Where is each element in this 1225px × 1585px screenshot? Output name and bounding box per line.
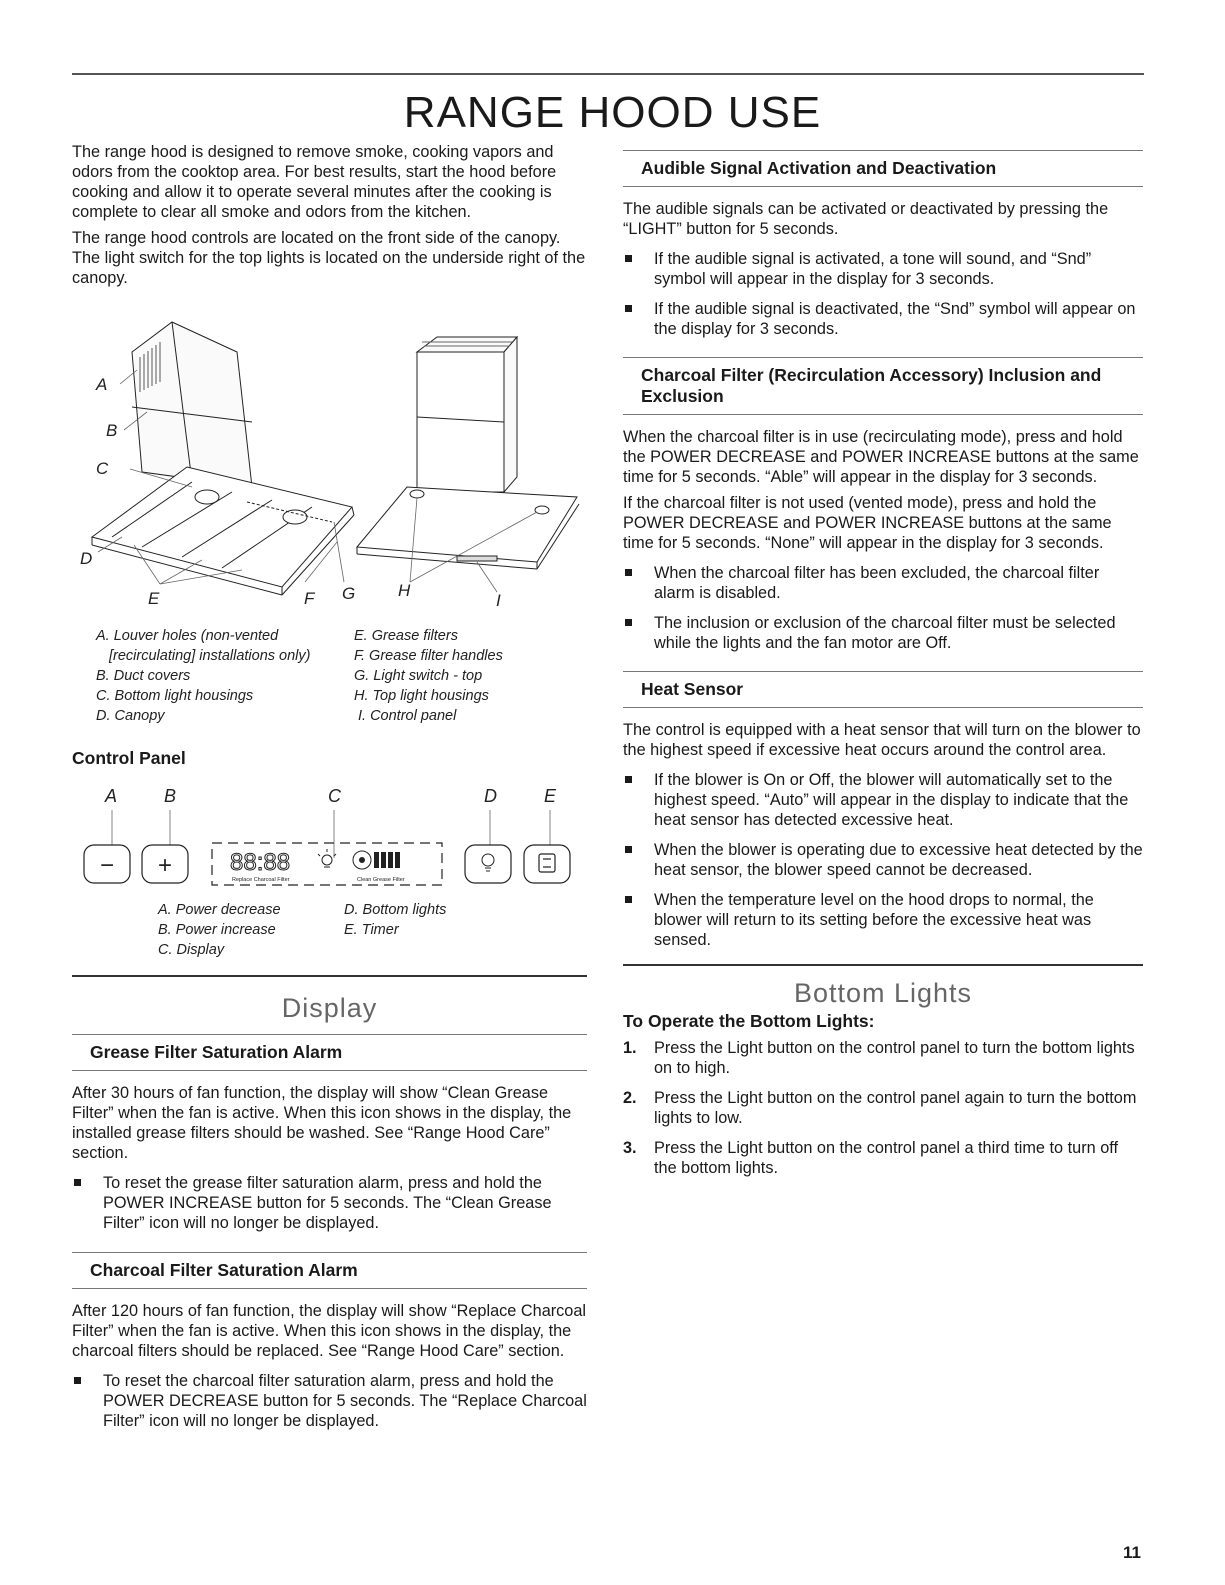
step-number: 1. <box>623 1039 637 1057</box>
bottom-lights-step-1 <box>623 1038 1143 1078</box>
display-digits: 88:88 <box>230 849 291 876</box>
step-text: Press the Light button on the control panel a third time to turn off the bottom lights. <box>654 1139 1118 1177</box>
heat-sensor-bullet-2: When the blower is operating due to excessive heat detected by the heat sensor, the blower speed cannot be decreased. <box>623 840 1143 880</box>
charcoal-inclusion-bullet-2: The inclusion or exclusion of the charcoal filter must be selected while the lights and the fan motor are Off. <box>623 613 1143 653</box>
fan-speed-bars <box>374 852 400 868</box>
right-hood <box>357 337 579 569</box>
panel-label-b: B <box>164 786 177 806</box>
step-text: Press the Light button on the control panel again to turn the bottom lights to low. <box>654 1089 1137 1127</box>
display-bulb-icon <box>318 849 336 867</box>
legend-item: A. Power decrease <box>158 902 281 918</box>
display-panel <box>212 843 442 885</box>
audible-signal-heading: Audible Signal Activation and Deactivation <box>623 150 1143 187</box>
display-title: Display <box>281 993 378 1023</box>
hood-label-f: F <box>304 589 315 608</box>
hood-label-a: A <box>96 375 108 394</box>
plus-icon: + <box>157 852 173 879</box>
fan-icon <box>353 851 371 869</box>
replace-charcoal-filter-label: Replace Charcoal Filter <box>232 877 290 883</box>
panel-label-d: D <box>484 786 497 806</box>
bottom-lights-subheading: To Operate the Bottom Lights: <box>623 1011 875 1031</box>
legend-item: E. Timer <box>344 922 399 938</box>
legend-item: E. Grease filters <box>354 628 458 644</box>
panel-legend-left <box>158 900 338 960</box>
legend-item: B. Power increase <box>158 922 276 938</box>
bottom-lights-step-3 <box>623 1138 1143 1178</box>
charcoal-alarm-bullet: To reset the charcoal filter saturation alarm, press and hold the POWER DECREASE button for 5 seconds. The “Replace Charcoal Filter” icon will no longer be displayed. <box>72 1371 587 1431</box>
legend-item: B. Duct covers <box>96 668 191 684</box>
legend-item: G. Light switch - top <box>354 668 483 684</box>
panel-label-a: A <box>105 786 118 806</box>
intro-text <box>72 142 592 294</box>
panel-label-e: E <box>544 786 557 806</box>
step-number: 2. <box>623 1089 637 1107</box>
grease-alarm-heading: Grease Filter Saturation Alarm <box>72 1034 587 1071</box>
bottom-lights-button[interactable] <box>465 845 511 883</box>
audible-bullet-2: If the audible signal is deactivated, the “Snd” symbol will appear on the display for 3 seconds. <box>623 299 1143 339</box>
audible-bullet-1: If the audible signal is activated, a tone will sound, and “Snd” symbol will appear in the display for 3 seconds. <box>623 249 1143 289</box>
heat-sensor-heading: Heat Sensor <box>623 671 1143 708</box>
panel-label-c: C <box>328 786 341 806</box>
minus-icon: − <box>99 852 115 879</box>
section-divider <box>72 975 587 977</box>
hood-legend-right <box>354 626 584 726</box>
heat-sensor-bullet-3: When the temperature level on the hood drops to normal, the blower will return to its setting before the excessive heat was sensed. <box>623 890 1143 950</box>
legend-item: D. Bottom lights <box>344 902 447 918</box>
intro-paragraph-2: The range hood controls are located on the front side of the canopy. The light switch for the top lights is located on the underside right of the canopy. <box>72 229 586 287</box>
charcoal-alarm-heading: Charcoal Filter Saturation Alarm <box>72 1252 587 1289</box>
left-hood <box>92 322 354 595</box>
panel-legend-right <box>344 900 524 940</box>
hood-label-h: H <box>398 581 411 600</box>
charcoal-inclusion-heading: Charcoal Filter (Recirculation Accessory) Inclusion and Exclusion <box>623 357 1143 415</box>
hood-label-d: D <box>80 549 93 568</box>
hood-legend-left <box>96 626 356 726</box>
legend-item: A. Louver holes (non-vented <box>96 628 279 644</box>
range-hood-illustration <box>72 312 592 612</box>
legend-item: [recirculating] installations only) <box>109 648 311 664</box>
hood-label-c: C <box>96 459 109 478</box>
legend-item: C. Display <box>158 942 225 958</box>
bottom-lights-title: Bottom Lights <box>793 978 973 1008</box>
heat-sensor-bullet-1: If the blower is On or Off, the blower will automatically set to the highest speed. “Auto” will appear in the display to indicate that the heat sensor has detected excessive heat. <box>623 770 1143 830</box>
control-panel-heading: Control Panel <box>72 748 186 768</box>
display-section <box>72 1034 587 1441</box>
heat-sensor-text: The control is equipped with a heat sensor that will turn on the blower to the highest speed if excessive heat occurs around the control area. <box>623 721 1141 759</box>
step-number: 3. <box>623 1139 637 1157</box>
intro-paragraph-1: The range hood is designed to remove smoke, cooking vapors and odors from the cooktop area. For best results, start the hood before cooking and allow it to operate several minutes after the cooking is complete to clear all smoke and odors from the kitchen. <box>72 143 557 221</box>
hood-label-i: I <box>496 591 501 610</box>
top-rule <box>72 73 1144 75</box>
step-text: Press the Light button on the control panel to turn the bottom lights on to high. <box>654 1039 1135 1077</box>
legend-item: F. Grease filter handles <box>354 648 503 664</box>
charcoal-inclusion-text-1: When the charcoal filter is in use (recirculating mode), press and hold the POWER DECREASE and POWER INCREASE buttons at the same time for 5 seconds. “Able” will appear in the display for 3 seconds. <box>623 428 1139 486</box>
clean-grease-filter-label: Clean Grease Filter <box>357 877 405 883</box>
page-title: RANGE HOOD USE <box>403 88 822 137</box>
grease-alarm-text: After 30 hours of fan function, the display will show “Clean Grease Filter” when the fan is active. When this icon shows in the display, the installed grease filters should be washed. See “Range Hood Care” section. <box>72 1084 572 1162</box>
charcoal-inclusion-bullet-1: When the charcoal filter has been excluded, the charcoal filter alarm is disabled. <box>623 563 1143 603</box>
legend-item: H. Top light housings <box>354 688 489 704</box>
hood-label-b: B <box>106 421 118 440</box>
right-column <box>623 150 1143 1188</box>
bottom-lights-step-2 <box>623 1088 1143 1128</box>
control-panel-illustration <box>72 780 592 895</box>
audible-signal-text: The audible signals can be activated or deactivated by pressing the “LIGHT” button for 5 seconds. <box>623 200 1109 238</box>
timer-button[interactable] <box>524 845 570 883</box>
page-number: 11 <box>1123 1543 1141 1562</box>
charcoal-alarm-text: After 120 hours of fan function, the display will show “Replace Charcoal Filter” when the fan is active. When this icon shows in the display, the charcoal filters should be replaced. See “Range Hood Care” section. <box>72 1302 587 1360</box>
legend-item: I. Control panel <box>358 708 457 724</box>
charcoal-inclusion-text-2: If the charcoal filter is not used (vented mode), press and hold the POWER DECREASE and POWER INCREASE buttons at the same time for 5 seconds. “None” will appear in the display for 3 seconds. <box>623 494 1112 552</box>
grease-alarm-bullet: To reset the grease filter saturation alarm, press and hold the POWER INCREASE button for 5 seconds. The “Clean Grease Filter” icon will no longer be displayed. <box>72 1173 587 1233</box>
hood-label-e: E <box>148 589 160 608</box>
section-divider <box>623 964 1143 966</box>
legend-item: C. Bottom light housings <box>96 688 254 704</box>
legend-item: D. Canopy <box>96 708 165 724</box>
hood-label-g: G <box>342 584 356 603</box>
